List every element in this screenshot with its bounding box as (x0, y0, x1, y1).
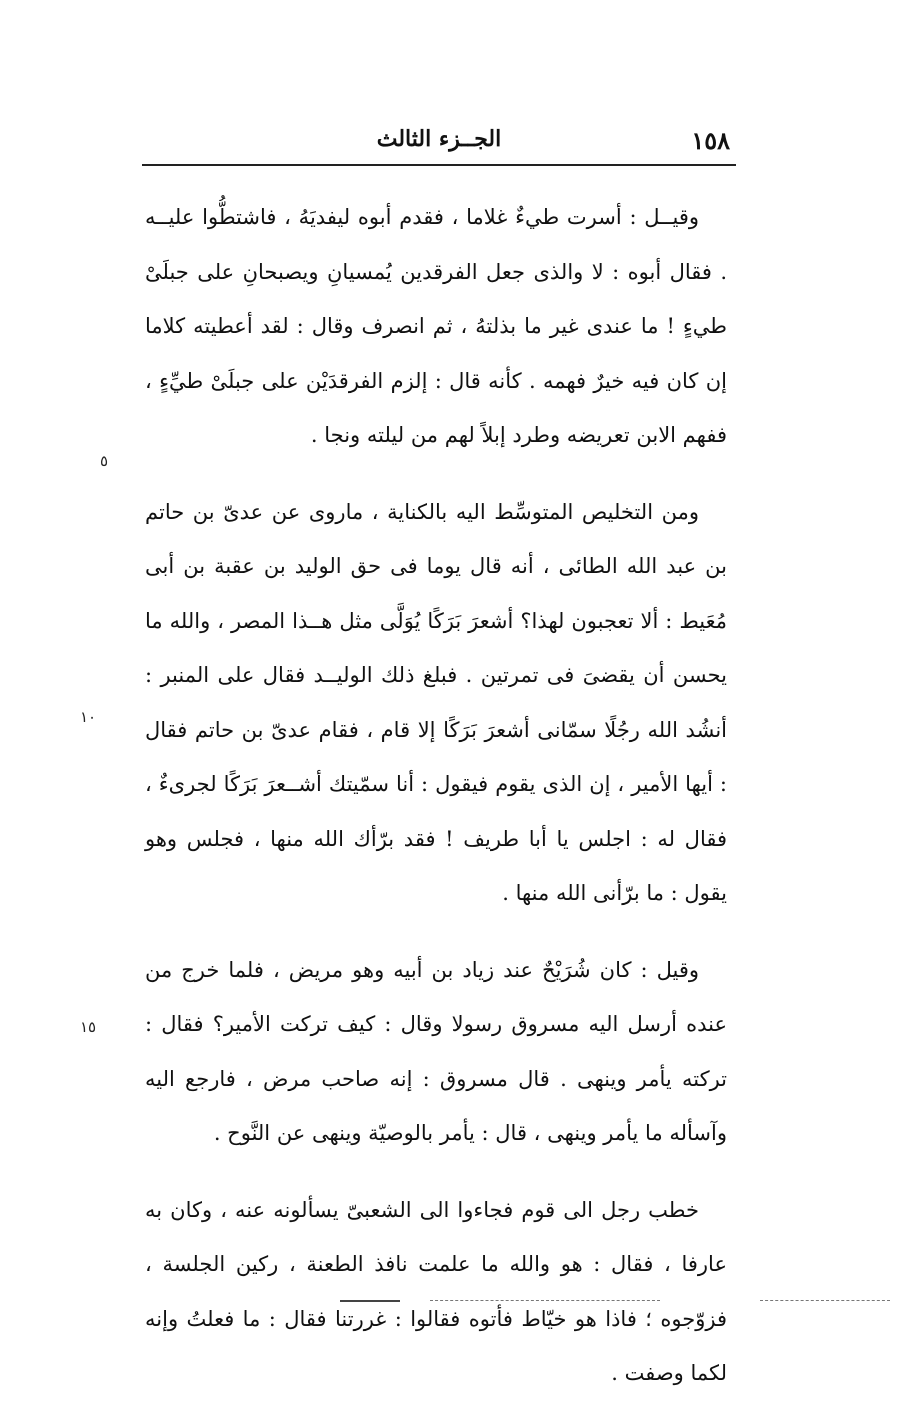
page-number: ١٥٨ (691, 126, 730, 155)
paragraph-adi-ibn-hatim: ومن التخليص المتوسِّط اليه بالكناية ، ماروى عن عدىّ بن حاتم بن عبد الله الطائى ، أنه قال يوما فى حق الوليد بن عقبة بن أبى مُعَيط : ألا تعجبون لهذا؟ أشعرَ بَرَكًا يُوَلَّى مثل هــذا المصر ، والله ما يحسن أن يقضىَ فى تمرتين . فبلغ ذلك الوليــد فقال على المنبر : أنشُد الله رجُلًا سمّانى أشعرَ بَرَكًا إلا قام ، فقام عدىّ بن حاتم فقال : أيها الأمير ، إن الذى يقوم فيقول : أنا سمّيتك أشــعرَ بَرَكًا لجرىءٌ ، فقال له : اجلس يا أبا طريف ! فقد برّأك الله منها ، فجلس وهو يقول : ما برّأنى الله منها . (145, 499, 727, 905)
body-text (145, 190, 727, 1401)
footer-dashes (760, 1300, 890, 1301)
footer-dashes (430, 1300, 660, 1301)
header-rule (142, 164, 736, 166)
page-header (142, 118, 736, 164)
line-number-5: ٥ (100, 452, 109, 470)
paragraph-shurayh: وقيل : كان شُرَيْحٌ عند زياد بن أبيه وهو مريض ، فلما خرج من عنده أرسل اليه مسروق رسولا وقال : كيف تركت الأمير؟ فقال : تركته يأمر وينهى . قال مسروق : إنه صاحب مرض ، فارجع اليه وآسأله ما يأمر وينهى ، قال : يأمر بالوصيّة وينهى عن النَّوح . (145, 957, 727, 1145)
line-number-15: ١٥ (80, 1018, 97, 1036)
line-number-10: ١٠ (80, 708, 97, 726)
paragraph-captive-boy: وقيــل : أسرت طيءٌ غلاما ، فقدم أبوه ليفديَهُ ، فاشتطُّوا عليــه . فقال أبوه : لا والذى جعل الفرقدين يُمسيانِ ويصبحانِ على جبلَىْ طيءٍ ! ما عندى غير ما بذلتهُ ، ثم انصرف وقال : لقد أعطيته كلاما إن كان فيه خيرٌ فهمه . كأنه قال : إلزم الفرقدَيْن على جبلَىْ طيِّءٍ ، ففهم الابن تعريضه وطرد إبلاً لهم من ليلته ونجا . (145, 205, 727, 447)
footer-mark (340, 1300, 400, 1302)
paragraph-suitor: خطب رجل الى قوم فجاءوا الى الشعبىّ يسألونه عنه ، وكان به عارفا ، فقال : هو والله ما علمت نافذ الطعنة ، ركين الجلسة ، فزوّجوه ؛ فاذا هو خيّاط فأتوه فقالوا : غررتنا فقال : ما فعلتُ وإنه لكما وصفت . (145, 1197, 727, 1385)
running-head: الجــزء الثالث (376, 126, 502, 152)
